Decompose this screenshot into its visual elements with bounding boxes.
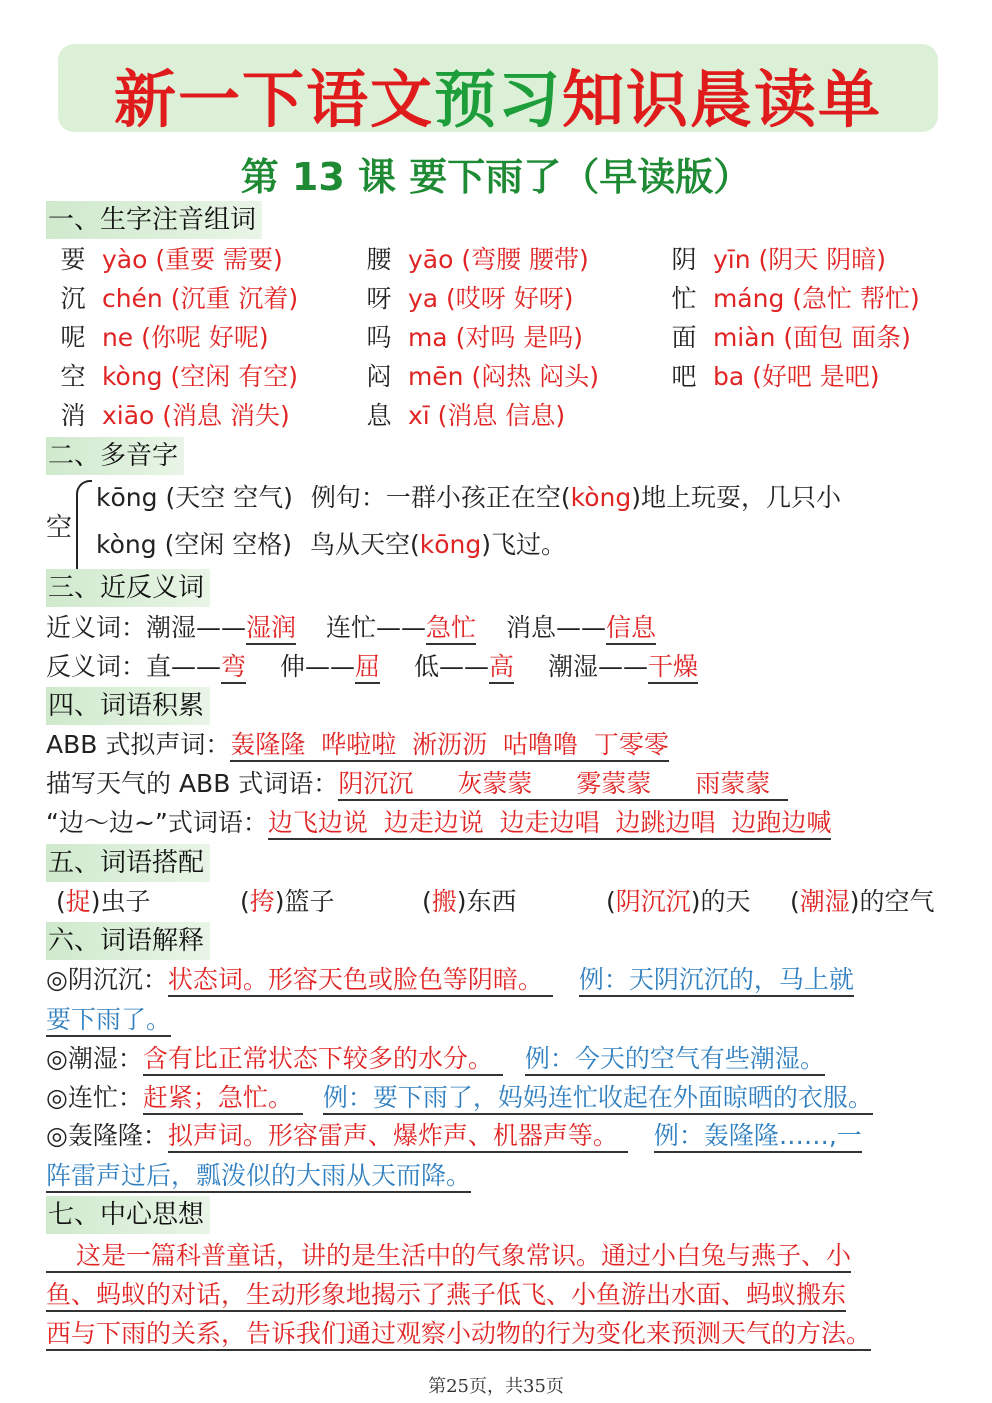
weather-row bbox=[46, 766, 788, 802]
words: (阴天 阴暗) bbox=[758, 245, 886, 274]
explain-def: 赶紧；急忙。 bbox=[143, 1083, 303, 1115]
explain-example: 例：今天的空气有些潮湿。 bbox=[525, 1044, 825, 1076]
match-rest: )的空气 bbox=[849, 887, 935, 916]
pinyin: ba bbox=[712, 362, 745, 391]
title-part3: 知识晨读单 bbox=[562, 63, 883, 136]
explain-example-cont: 要下雨了。 bbox=[46, 1005, 171, 1037]
page-title bbox=[58, 50, 938, 139]
section-heading-7: 七、中心思想 bbox=[46, 1196, 210, 1234]
char-row-2 bbox=[52, 281, 298, 317]
example-rest: )飞过。 bbox=[481, 530, 567, 559]
synonym-a: 潮湿—— bbox=[146, 613, 247, 642]
char-row-2c bbox=[663, 281, 920, 317]
weather-word: 灰蒙蒙 bbox=[433, 769, 552, 801]
paren: ( bbox=[56, 887, 66, 916]
abb-label: ABB 式拟声词： bbox=[46, 730, 231, 759]
explain-example: 例：要下雨了，妈妈连忙收起在外面晾晒的衣服。 bbox=[323, 1083, 873, 1115]
section-heading-3: 三、近反义词 bbox=[46, 569, 210, 607]
words: (空闲 有空) bbox=[170, 362, 298, 391]
words: (重要 需要) bbox=[155, 245, 283, 274]
explain-example: 例：天阴沉沉的，马上就 bbox=[579, 965, 854, 997]
char: 呢 bbox=[60, 323, 86, 352]
char: 息 bbox=[366, 401, 392, 430]
synonym-b: 急忙 bbox=[426, 613, 476, 645]
char: 忙 bbox=[671, 284, 697, 313]
explain-item bbox=[46, 1116, 946, 1196]
synonym-b: 湿润 bbox=[246, 613, 296, 645]
antonyms-row bbox=[46, 649, 698, 685]
antonym-a: 潮湿—— bbox=[547, 652, 648, 681]
page-footer: 第25页，共35页 bbox=[428, 1376, 564, 1397]
words: (天空 空气) bbox=[165, 483, 293, 512]
pinyin: kòng bbox=[101, 362, 163, 391]
bian-words: 边飞边说 边走边说 边走边唱 边跳边唱 边跑边喊 bbox=[268, 808, 832, 840]
char-row-3c bbox=[663, 320, 911, 356]
weather-word: 雾蒙蒙 bbox=[552, 769, 671, 801]
char-row-4 bbox=[52, 359, 298, 395]
example-pinyin: kōng bbox=[419, 530, 482, 559]
pinyin: ne bbox=[101, 323, 134, 352]
pinyin: kōng bbox=[96, 483, 158, 512]
weather-word: 阴沉沉 bbox=[338, 769, 433, 801]
char: 阴 bbox=[671, 245, 697, 274]
match-item bbox=[422, 884, 517, 920]
brace bbox=[76, 480, 92, 582]
synonyms-row bbox=[46, 610, 656, 646]
pinyin: kòng bbox=[96, 530, 157, 559]
antonym-b: 干燥 bbox=[648, 652, 698, 684]
title-part2: 预习 bbox=[433, 63, 562, 136]
match-rest: )东西 bbox=[456, 887, 517, 916]
explain-def: 拟声词。形容雷声、爆炸声、机器声等。 bbox=[168, 1121, 628, 1153]
char-row-4c bbox=[663, 359, 880, 395]
paren: ( bbox=[606, 887, 616, 916]
char: 空 bbox=[60, 362, 86, 391]
pinyin: xī bbox=[407, 401, 430, 430]
pinyin: ya bbox=[407, 284, 439, 313]
synonym-a: 连忙—— bbox=[326, 613, 427, 642]
explain-item bbox=[46, 960, 946, 1040]
antonym-b: 屈 bbox=[355, 652, 380, 684]
match-rest: )篮子 bbox=[274, 887, 335, 916]
polyphone-row-2 bbox=[96, 527, 566, 563]
match-rest: )虫子 bbox=[90, 887, 151, 916]
match-item bbox=[56, 884, 151, 920]
synonyms-label: 近义词： bbox=[46, 613, 147, 642]
char-row-1c bbox=[663, 242, 886, 278]
char: 消 bbox=[60, 401, 86, 430]
match-item bbox=[240, 884, 335, 920]
example: 例句：一群小孩正在空( bbox=[310, 483, 571, 512]
char: 腰 bbox=[366, 245, 392, 274]
explain-term: ◎连忙： bbox=[46, 1083, 143, 1112]
antonym-a: 直—— bbox=[146, 652, 222, 681]
summary-line bbox=[46, 1316, 871, 1352]
words: (你呢 好呢) bbox=[141, 323, 269, 352]
bian-row bbox=[46, 805, 831, 841]
paren: ( bbox=[240, 887, 250, 916]
words: (好吧 是吧) bbox=[752, 362, 880, 391]
weather-label: 描写天气的 ABB 式词语： bbox=[46, 769, 339, 798]
words: (闷热 闷头) bbox=[471, 362, 599, 391]
explain-term: ◎潮湿： bbox=[46, 1044, 143, 1073]
char: 呀 bbox=[366, 284, 392, 313]
words: (哎呀 好呀) bbox=[446, 284, 574, 313]
char: 要 bbox=[60, 245, 86, 274]
explain-example: 例：轰隆隆……,一 bbox=[654, 1121, 862, 1153]
pinyin: ma bbox=[407, 323, 448, 352]
summary-text: 这是一篇科普童话，讲的是生活中的气象常识。通过小白兔与燕子、小 bbox=[46, 1241, 851, 1273]
words: (对吗 是吗) bbox=[455, 323, 584, 352]
pinyin: chén bbox=[101, 284, 163, 313]
words: (消息 消失) bbox=[162, 401, 290, 430]
char: 沉 bbox=[60, 284, 86, 313]
char: 闷 bbox=[366, 362, 392, 391]
match-word: 挎 bbox=[249, 887, 275, 916]
explain-item bbox=[46, 1041, 825, 1077]
pinyin: yāo bbox=[407, 245, 454, 274]
pinyin: mēn bbox=[407, 362, 464, 391]
char-row-3b bbox=[358, 320, 583, 356]
summary-text: 西与下雨的关系，告诉我们通过观察小动物的行为变化来预测天气的方法。 bbox=[46, 1319, 871, 1351]
antonyms-label: 反义词： bbox=[46, 652, 147, 681]
match-word: 捉 bbox=[65, 887, 91, 916]
abb-row bbox=[46, 727, 669, 763]
char: 吗 bbox=[366, 323, 392, 352]
char-row-1b bbox=[358, 242, 589, 278]
pinyin: yào bbox=[101, 245, 148, 274]
antonym-b: 弯 bbox=[221, 652, 246, 684]
match-word: 阴沉沉 bbox=[615, 887, 691, 916]
section-heading-5: 五、词语搭配 bbox=[46, 844, 210, 882]
pinyin: yīn bbox=[712, 245, 751, 274]
char-row-4b bbox=[358, 359, 599, 395]
words: (面包 面条) bbox=[783, 323, 911, 352]
match-rest: )的天 bbox=[690, 887, 751, 916]
section-heading-6: 六、词语解释 bbox=[46, 922, 210, 960]
words: (沉重 沉着) bbox=[170, 284, 299, 313]
explain-item bbox=[46, 1080, 873, 1116]
char-row-5b bbox=[358, 398, 565, 434]
bian-label: “边～边~”式词语： bbox=[46, 808, 268, 837]
words: (消息 信息) bbox=[437, 401, 566, 430]
explain-term: ◎轰隆隆： bbox=[46, 1121, 168, 1150]
weather-word: 雨蒙蒙 bbox=[671, 769, 788, 801]
antonym-a: 低—— bbox=[413, 652, 489, 681]
section-heading-2: 二、多音字 bbox=[46, 437, 184, 475]
char: 吧 bbox=[671, 362, 697, 391]
words: (空闲 空格) bbox=[164, 530, 293, 559]
match-item bbox=[790, 884, 935, 920]
title-part1: 新一下语文 bbox=[113, 63, 434, 136]
example: 鸟从天空( bbox=[309, 530, 420, 559]
pinyin: miàn bbox=[712, 323, 776, 352]
char-row-2b bbox=[358, 281, 574, 317]
match-item bbox=[606, 884, 751, 920]
explain-term: ◎阴沉沉： bbox=[46, 965, 168, 994]
pinyin: máng bbox=[712, 284, 785, 313]
synonym-a: 消息—— bbox=[505, 613, 606, 642]
example-rest: )地上玩耍，几只小 bbox=[631, 483, 842, 512]
explain-def: 状态词。形容天色或脸色等阴暗。 bbox=[168, 965, 553, 997]
summary-line bbox=[46, 1238, 851, 1274]
example-pinyin: kòng bbox=[570, 483, 632, 512]
char-row-3 bbox=[52, 320, 269, 356]
summary-text: 鱼、蚂蚁的对话，生动形象地揭示了燕子低飞、小鱼游出水面、蚂蚁搬东 bbox=[46, 1280, 846, 1312]
char-row-5 bbox=[52, 398, 290, 434]
explain-example-cont: 阵雷声过后，瓢泼似的大雨从天而降。 bbox=[46, 1161, 471, 1193]
match-word: 搬 bbox=[431, 887, 457, 916]
match-word: 潮湿 bbox=[799, 887, 850, 916]
summary-line bbox=[46, 1277, 846, 1313]
section-heading-4: 四、词语积累 bbox=[46, 687, 210, 725]
antonym-a: 伸—— bbox=[280, 652, 356, 681]
abb-words: 轰隆隆 哗啦啦 淅沥沥 咕噜噜 丁零零 bbox=[230, 730, 669, 762]
synonym-b: 信息 bbox=[606, 613, 656, 645]
paren: ( bbox=[422, 887, 432, 916]
lesson-subtitle: 第 13 课 要下雨了（早读版） bbox=[240, 155, 752, 199]
char-row-1 bbox=[52, 242, 283, 278]
char: 面 bbox=[671, 323, 697, 352]
explain-def: 含有比正常状态下较多的水分。 bbox=[143, 1044, 503, 1076]
polyphone-row-1 bbox=[96, 480, 841, 516]
words: (急忙 帮忙) bbox=[792, 284, 920, 313]
antonym-b: 高 bbox=[489, 652, 514, 684]
polyphone-char: 空 bbox=[46, 513, 73, 543]
pinyin: xiāo bbox=[101, 401, 155, 430]
section-heading-1: 一、生字注音组词 bbox=[46, 201, 262, 239]
paren: ( bbox=[790, 887, 800, 916]
words: (弯腰 腰带) bbox=[461, 245, 589, 274]
